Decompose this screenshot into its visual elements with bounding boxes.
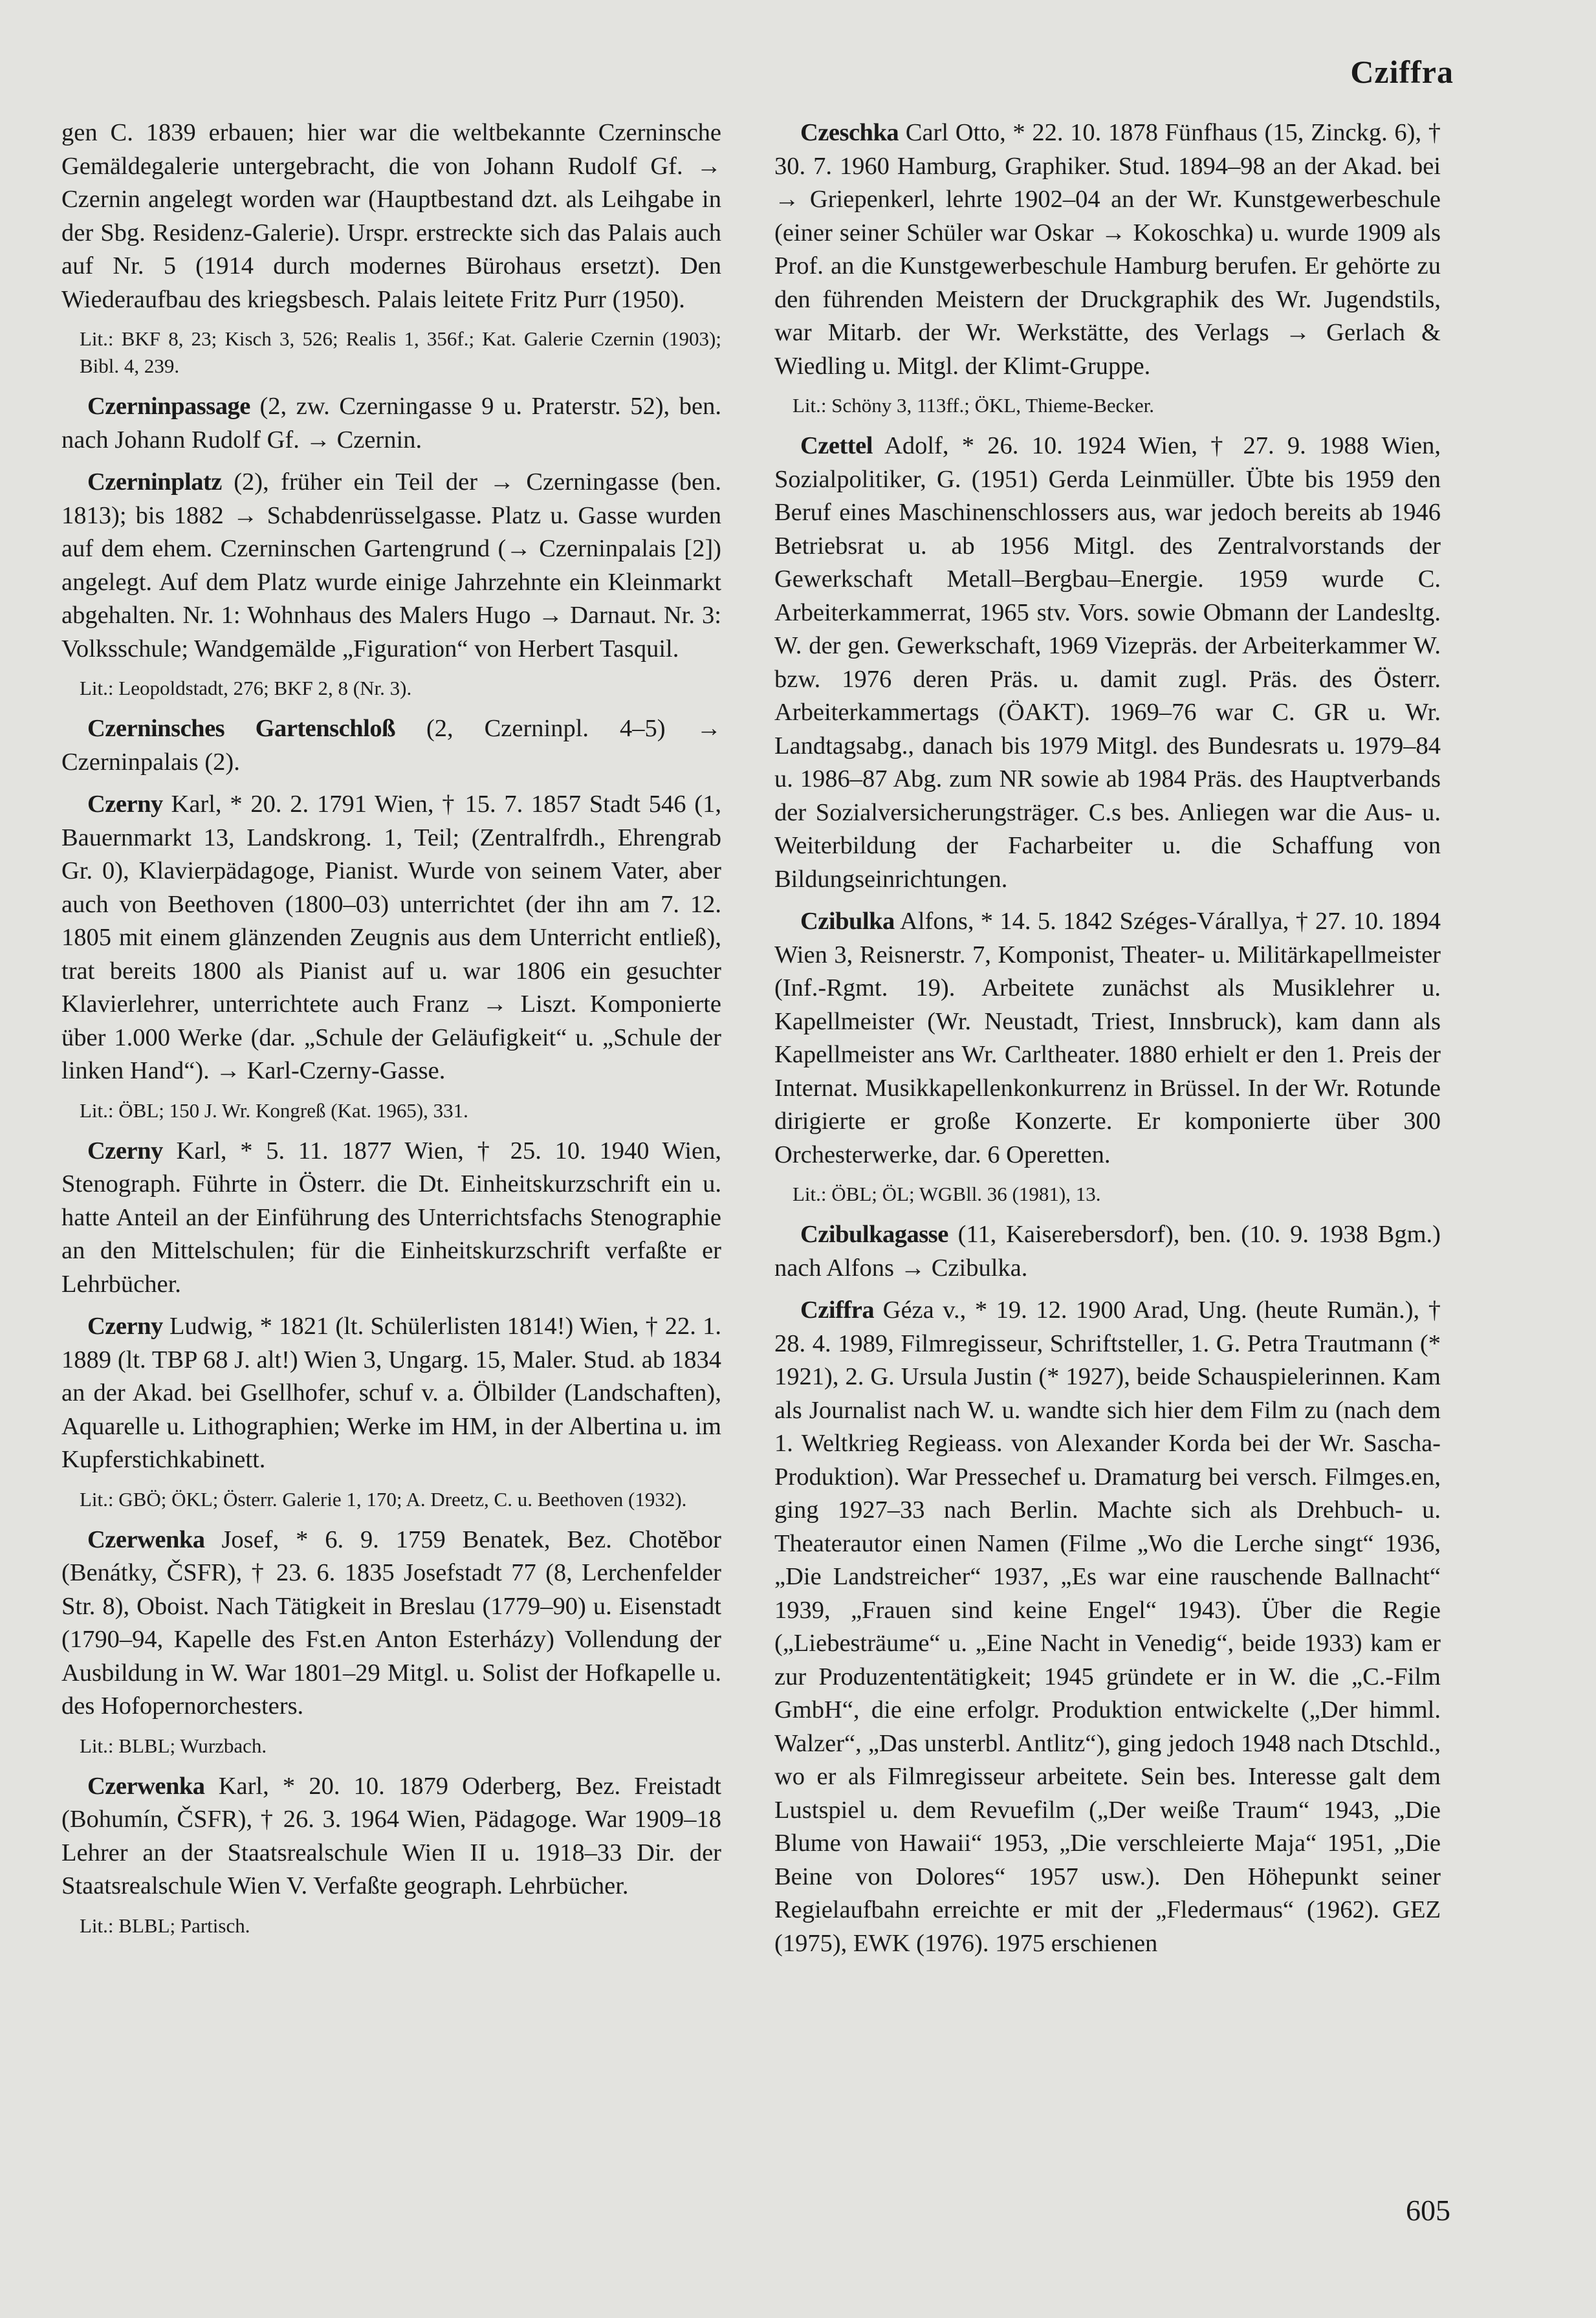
entry-text: Alfons, * 14. 5. 1842 Széges-Várallya, † 27. 10. 1894 Wien 3, Reisnerstr. 7, Komponist, Theater- u. Militärkapellmeister (Inf.-Rgmt. 19). Arbeitete zunächst als Musiklehrer u. Kapellmeister (Wr. Neustadt, Triest, Innsbruck), kam dann als Kapellmeister ans Wr. Carltheater. 1880 erhielt er den 1. Preis der Internat. Musikkapellenkonkurrenz in Brüssel. In der Wr. Rotunde dirigierte er große Konzerte. Er komponierte über 300 Orchesterwerke, dar. 6 Operetten.	[774, 908, 1441, 1168]
entry-lemma: Czibulkagasse	[800, 1221, 948, 1248]
lexicon-entry	[774, 1218, 1441, 1285]
literature-reference: Lit.: Leopoldstadt, 276; BKF 2, 8 (Nr. 3).	[80, 677, 412, 699]
lexicon-entry	[61, 1770, 721, 1903]
literature-reference: Lit.: BKF 8, 23; Kisch 3, 526; Realis 1, 356f.; Kat. Galerie Czernin (1903); Bibl. 4, 239.	[80, 327, 721, 377]
entry-text: (2), früher ein Teil der → Czerningasse (ben. 1813); bis 1882 → Schabdenrüsselgasse. Platz u. Gasse wurden auf dem ehem. Czerninschen Gartengrund (→ Czerninpalais [2]) angelegt. Auf dem Platz wurde einige Jahrzehnte ein Kleinmarkt abgehalten. Nr. 1: Wohnhaus des Malers Hugo → Darnaut. Nr. 3: Volksschule; Wandgemälde „Figuration“ von Herbert Tasquil.	[61, 468, 721, 662]
literature-reference: Lit.: BLBL; Wurzbach.	[80, 1734, 267, 1757]
entry-text: Géza v., * 19. 12. 1900 Arad, Ung. (heute Rumän.), † 28. 4. 1989, Filmregisseur, Schriftsteller, 1. G. Petra Trautmann (* 1921), 2. G. Ursula Justin (* 1927), beide Schauspielerinnen. Kam als Journalist nach W. u. wandte sich hier dem Film zu (nach dem 1. Weltkrieg Regieass. von Alexander Korda bei der Wr. Sascha-Produktion). War Pressechef u. Dramaturg bei versch. Filmges.en, ging 1927–33 nach Berlin. Machte sich als Drehbuch- u. Theaterautor einen Namen (Filme „Wo die Lerche singt“ 1936, „Die Landstreicher“ 1937, „Es war eine rauschende Ballnacht“ 1939, „Frauen sind keine Engel“ 1943). Über die Regie („Liebesträume“ u. „Eine Nacht in Venedig“, beide 1933) kam er zur Produzententätigkeit; 1945 gründete er in W. die „C.-Film GmbH“, die eine erfolgr. Produktion entwickelte („Der himml. Walzer“, „Das unsterbl. Antlitz“), ging jedoch 1948 nach Dtschld., wo er als Filmregisseur arbeitete. Sein bes. Interesse galt dem Lustspiel u. dem Revuefilm („Der weiße Traum“ 1943, „Die Blume von Hawaii“ 1953, „Die verschleierte Maja“ 1951, „Die Beine von Dolores“ 1957 usw.). Den Höhepunkt seiner Regielaufbahn erreichte er mit der „Fledermaus“ (1962). GEZ (1975), EWK (1976). 1975 erschienen	[774, 1296, 1441, 1957]
entry-text: (2, Czerninpl. 4–5) → Czerninpalais (2).	[61, 715, 721, 776]
entry-text: Adolf, * 26. 10. 1924 Wien, † 27. 9. 1988 Wien, Sozialpolitiker, G. (1951) Gerda Leinmüller. Übte bis 1959 den Beruf eines Maschinenschlossers aus, war jedoch bereits ab 1946 Betriebsrat u. ab 1956 Mitgl. des Zentralvorstands der Gewerkschaft Metall–Bergbau–Energie. 1959 wurde C. Arbeiterkammerrat, 1965 stv. Vors. sowie Obmann der Landesltg. W. der gen. Gewerkschaft, 1969 Vizepräs. der Arbeiterkammer W. bzw. 1976 deren Präs. u. damit zugl. Präs. des Österr. Arbeiterkammertags (ÖAKT). 1969–76 war C. GR u. Wr. Landtagsabg., danach bis 1979 Mitgl. des Bundesrats u. 1979–84 u. 1986–87 Abg. zum NR sowie ab 1984 Präs. des Hauptverbands der Sozialversicherungsträger. C.s bes. Anliegen war die Aus- u. Weiterbildung der Facharbeiter u. die Schaffung von Bildungseinrichtungen.	[774, 432, 1441, 893]
lexicon-entry	[61, 1524, 721, 1723]
lexicon-entry	[61, 712, 721, 779]
right-column	[774, 116, 1441, 1969]
lexicon-entry	[774, 1294, 1441, 1960]
entry-text: Karl, * 20. 10. 1879 Oderberg, Bez. Freistadt (Bohumín, ČSFR), † 26. 3. 1964 Wien, Pädagoge. War 1909–18 Lehrer an der Staatsrealschule Wien II u. 1918–33 Dir. der Staatsrealschule Wien V. Verfaßte geograph. Lehrbücher.	[61, 1772, 721, 1899]
lexicon-entry	[774, 430, 1441, 896]
literature-reference: Lit.: ÖBL; 150 J. Wr. Kongreß (Kat. 1965), 331.	[80, 1099, 468, 1122]
entry-text: Karl, * 20. 2. 1791 Wien, † 15. 7. 1857 Stadt 546 (1, Bauernmarkt 13, Landskrong. 1, Teil; (Zentralfrdh., Ehrengrab Gr. 0), Klavierpädagoge, Pianist. Wurde von seinem Vater, aber auch von Beethoven (1800–03) unterrichtet (der ihn am 7. 12. 1805 mit einem glänzenden Zeugnis aus dem Unterricht entließ), trat bereits 1800 als Pianist auf u. war 1806 ein gesuchter Klavierlehrer, unterrichtete auch Franz → Liszt. Komponierte über 1.000 Werke (dar. „Schule der Geläufigkeit“ u. „Schule der linken Hand“). → Karl-Czerny-Gasse.	[61, 791, 721, 1084]
entry-text: gen C. 1839 erbauen; hier war die weltbekannte Czerninsche Gemäldegalerie untergebracht, die von Johann Rudolf Gf. → Czernin angelegt worden war (Hauptbestand dzt. als Leihgabe in der Sbg. Residenz-Galerie). Urspr. erstreckte sich das Palais auch auf Nr. 5 (1914 durch modernes Bürohaus ersetzt). Den Wiederaufbau des kriegsbesch. Palais leitete Fritz Purr (1950).	[61, 119, 721, 313]
left-column	[61, 116, 721, 1950]
entry-lemma: Czeschka	[800, 119, 899, 146]
entry-lemma: Czerny	[87, 1137, 163, 1164]
lexicon-entry	[774, 116, 1441, 383]
entry-lemma: Czettel	[800, 432, 873, 459]
entry-lemma: Czerwenka	[87, 1772, 205, 1800]
lexicon-entry	[61, 116, 721, 316]
entry-text: (2, zw. Czerningasse 9 u. Praterstr. 52), ben. nach Johann Rudolf Gf. → Czernin.	[61, 393, 721, 454]
literature-reference: Lit.: GBÖ; ÖKL; Österr. Galerie 1, 170; A. Dreetz, C. u. Beethoven (1932).	[80, 1487, 687, 1511]
entry-lemma: Czerninplatz	[87, 468, 222, 496]
entry-lemma: Czerny	[87, 1313, 163, 1340]
entry-text: Josef, * 6. 9. 1759 Benatek, Bez. Chotĕbor (Benátky, ČSFR), † 23. 6. 1835 Josefstadt 77 (8, Lerchenfelder Str. 8), Oboist. Nach Tätigkeit in Breslau (1779–90) u. Eisenstadt (1790–94, Kapelle des Fst.en Anton Esterházy) Vollendung der Ausbildung in W. War 1801–29 Mitgl. u. Solist der Hofkapelle u. des Hofopernorchesters.	[61, 1525, 721, 1720]
entry-lemma: Czerninpassage	[87, 393, 250, 420]
entry-lemma: Czerninsches Gartenschloß	[87, 715, 396, 742]
entry-text: Karl, * 5. 11. 1877 Wien, † 25. 10. 1940 Wien, Stenograph. Führte in Österr. die Dt. Einheitskurzschrift ein u. hatte Anteil an der Einführung des Unterrichtsfachs Stenographie an den Mittelschulen; für die Einheitskurzschrift verfaßte er Lehrbücher.	[61, 1137, 721, 1298]
page-number: 605	[1406, 2194, 1450, 2227]
lexicon-entry	[61, 1135, 721, 1302]
lexicon-entry	[61, 390, 721, 457]
entry-text: Ludwig, * 1821 (lt. Schülerlisten 1814!) Wien, † 22. 1. 1889 (lt. TBP 68 J. alt!) Wien 3, Ungarg. 15, Maler. Stud. ab 1834 an der Akad. bei Gsellhofer, schuf v. a. Ölbilder (Landschaften), Aquarelle u. Lithographien; Werke im HM, in der Albertina u. im Kupferstichkabinett.	[61, 1313, 721, 1473]
entry-text: (11, Kaiserebersdorf), ben. (10. 9. 1938 Bgm.) nach Alfons → Czibulka.	[774, 1221, 1441, 1282]
lexicon-entry	[61, 466, 721, 666]
lexicon-entry	[774, 905, 1441, 1172]
lexicon-entry	[61, 788, 721, 1088]
entry-lemma: Cziffra	[800, 1296, 875, 1324]
literature-reference: Lit.: ÖBL; ÖL; WGBll. 36 (1981), 13.	[793, 1183, 1101, 1205]
literature-reference: Lit.: BLBL; Partisch.	[80, 1914, 250, 1937]
literature-reference: Lit.: Schöny 3, 113ff.; ÖKL, Thieme-Becker.	[793, 394, 1155, 417]
lexicon-entry	[61, 1310, 721, 1477]
entry-lemma: Czerwenka	[87, 1525, 205, 1553]
entry-lemma: Czibulka	[800, 908, 895, 935]
entry-lemma: Czerny	[87, 791, 163, 818]
running-head: Cziffra	[1350, 54, 1454, 90]
entry-text: Carl Otto, * 22. 10. 1878 Fünfhaus (15, Zinckg. 6), † 30. 7. 1960 Hamburg, Graphiker. Stud. 1894–98 an der Akad. bei → Griepenkerl, lehrte 1902–04 an der Wr. Kunstgewerbeschule (einer seiner Schüler war Oskar → Kokoschka) u. wurde 1909 als Prof. an die Kunstgewerbeschule Hamburg berufen. Er gehörte zu den führenden Meistern der Druckgraphik des Wr. Jugendstils, war Mitarb. der Wr. Werkstätte, des Verlags → Gerlach & Wiedling u. Mitgl. der Klimt-Gruppe.	[774, 119, 1441, 380]
